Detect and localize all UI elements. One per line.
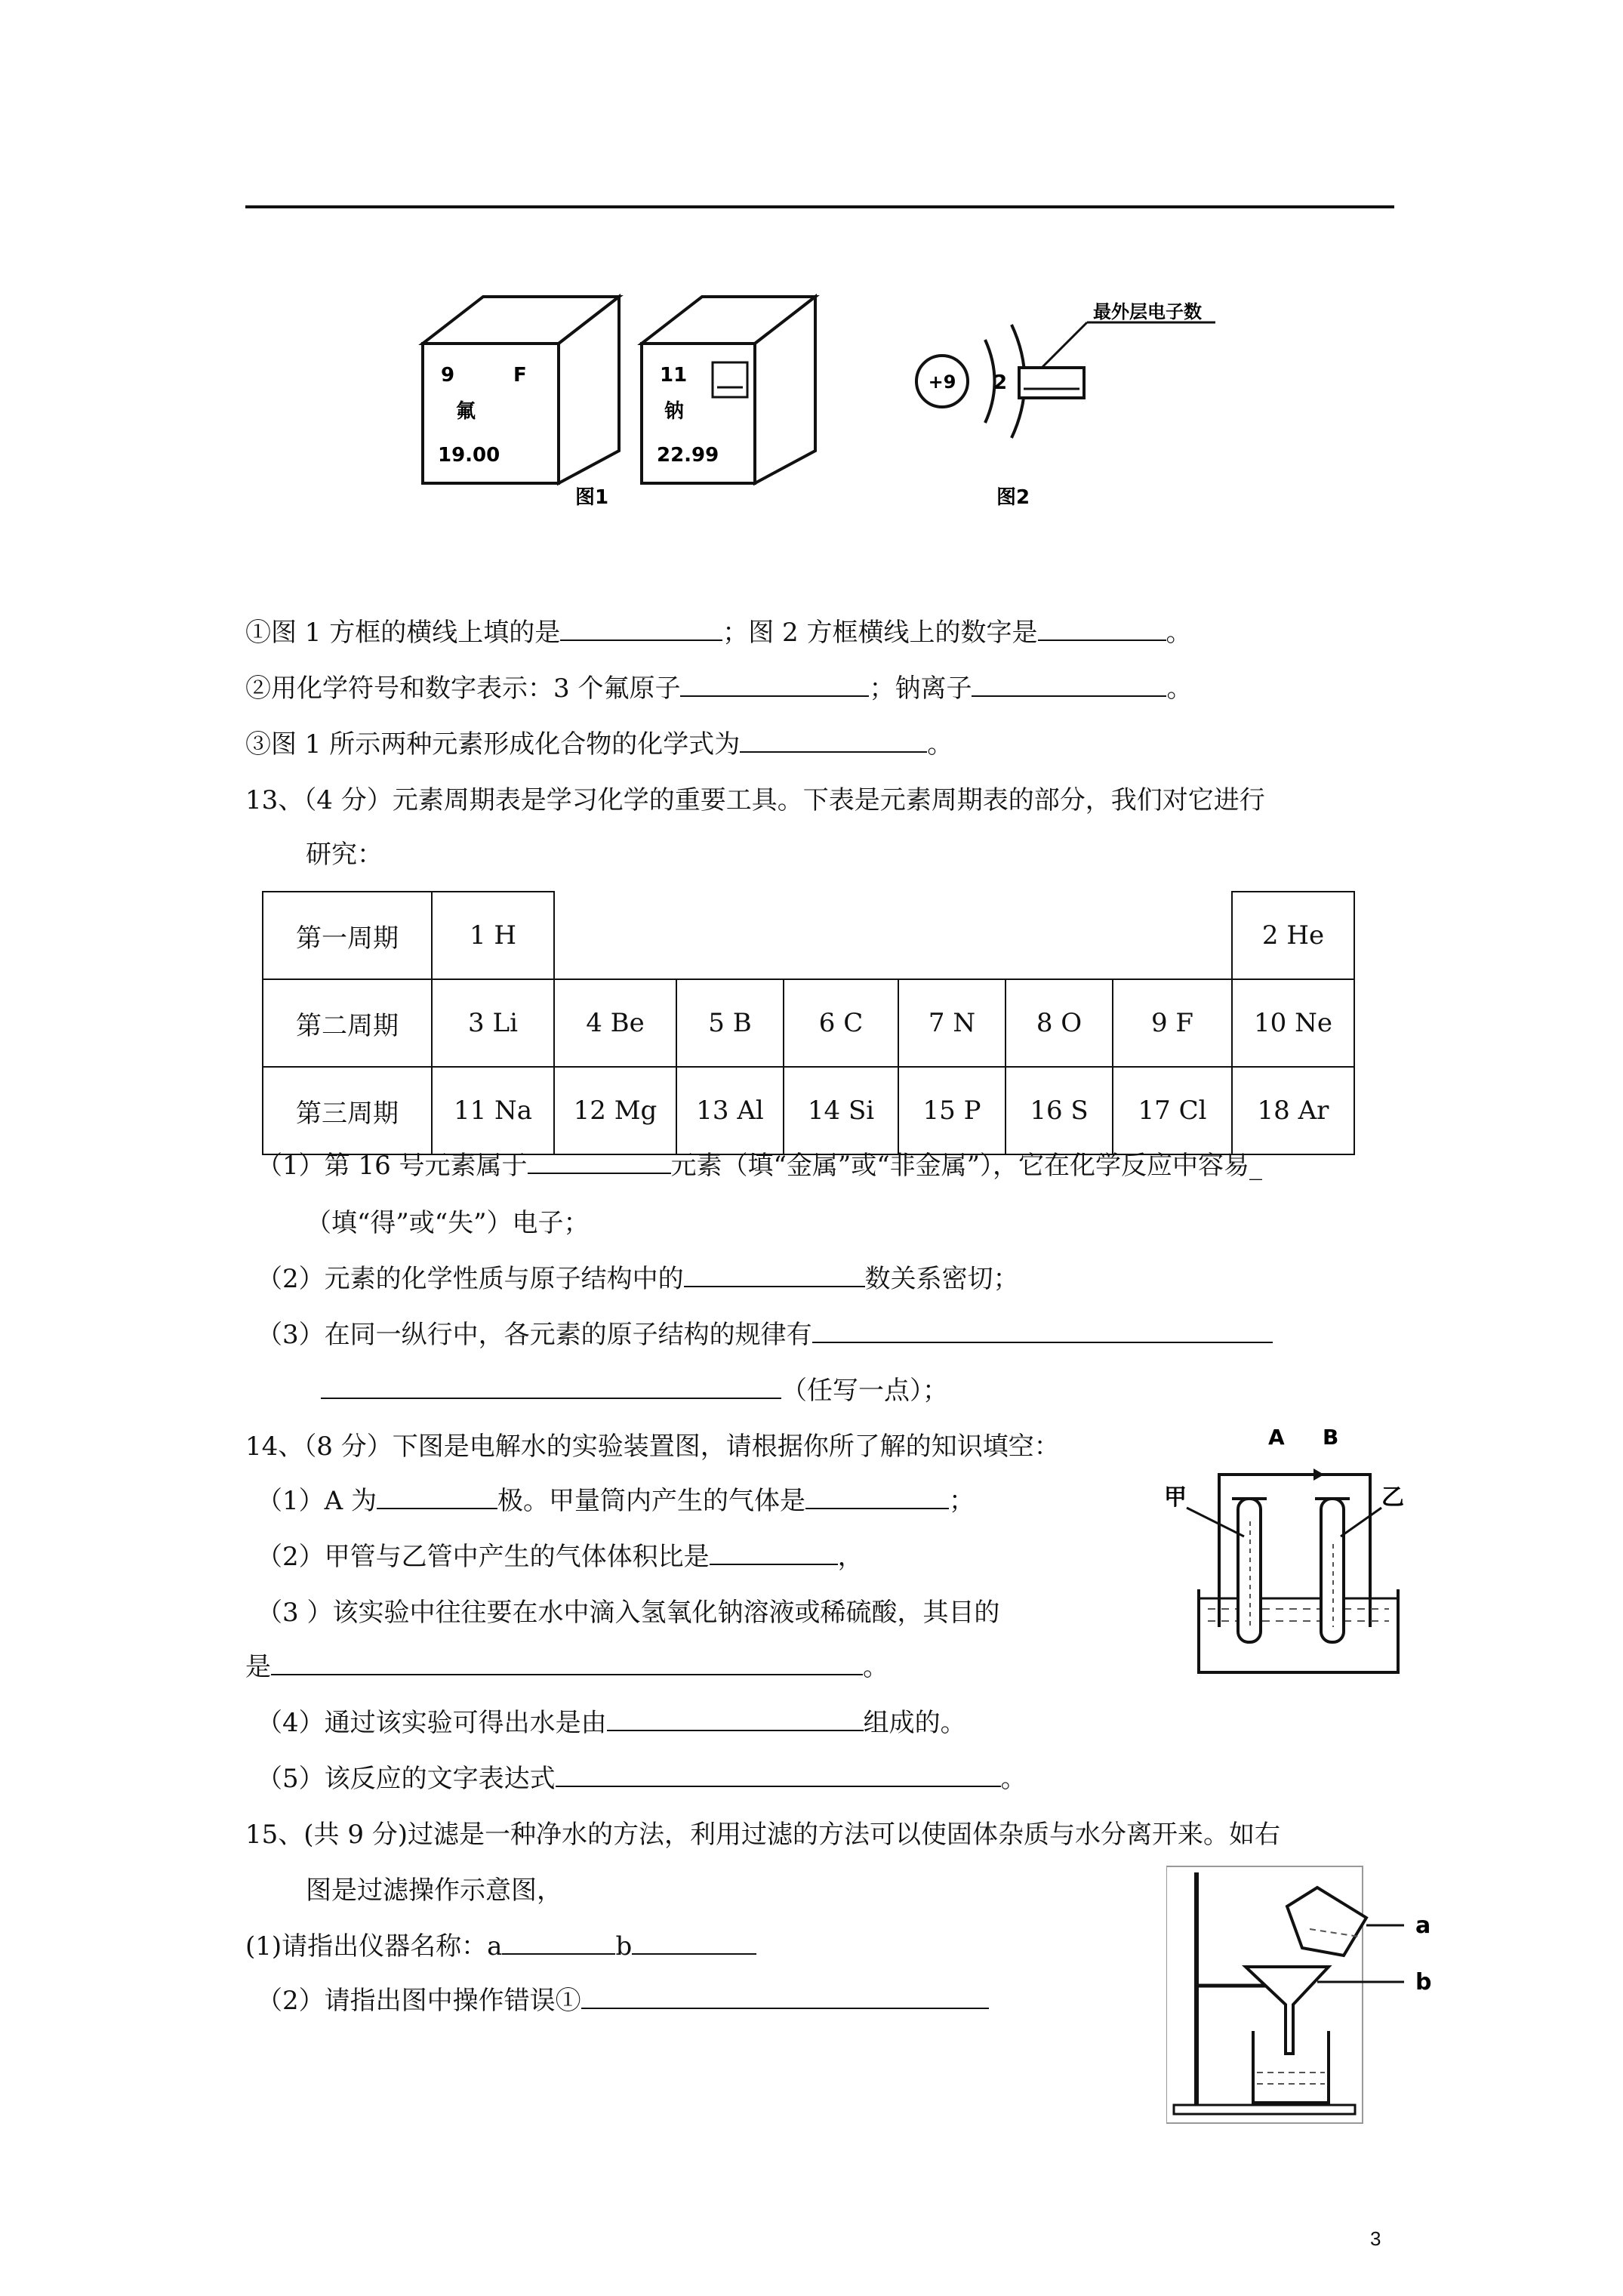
q13-stem-line-2: 研究： [306,840,383,870]
figure-2-atom-structure [898,298,1261,525]
fluorine-cube [423,297,619,483]
sodium-name: 钠 [664,400,685,423]
element-cell: 8 O [1006,979,1113,1067]
q12-item-1: ①图 1 方框的横线上填的是 ；图 2 方框横线上的数字是 。 [245,618,1192,648]
outer-shell-answer-box [1019,368,1084,398]
periodic-table [262,891,1355,1155]
fluorine-atomic-number: 9 [441,364,455,387]
q12-blank-1[interactable] [560,617,722,641]
sodium-symbol-answer-box [713,362,747,397]
period-label: 第二周期 [263,979,432,1067]
filtration-figure [1166,1865,1453,2129]
q14-stem: 14、（8 分）下图是电解水的实验装置图，请根据你所了解的知识填空： [245,1432,1060,1462]
q14-blank-4[interactable] [271,1651,863,1675]
q15-blank-a[interactable] [502,1931,615,1955]
q13-blank-1[interactable] [528,1150,671,1174]
element-cell: 13 Al [676,1067,784,1154]
element-cell: 1 H [432,892,554,979]
element-cell: 11 Na [432,1067,554,1154]
element-cell: 17 Cl [1113,1067,1232,1154]
fluorine-name: 氟 [456,400,476,423]
element-cell: 15 P [898,1067,1006,1154]
q14-blank-6[interactable] [556,1763,1001,1787]
q14-blank-5[interactable] [607,1707,864,1731]
q12-blank-3[interactable] [680,673,869,697]
q12-blank-4[interactable] [972,673,1166,697]
element-cell: 9 F [1113,979,1232,1067]
period-3-row [263,1067,1354,1154]
label-b: b [1415,1969,1432,1996]
sodium-atomic-number: 11 [660,364,688,387]
q12-blank-5[interactable] [740,729,927,753]
q13-stem-line-1: 13、（4 分）元素周期表是学习化学的重要工具。下表是元素周期表的部分，我们对它进行 [245,785,1265,815]
q15-stem-line-1: 15、(共 9 分)过滤是一种净水的方法，利用过滤的方法可以使固体杂质与水分离开来。如右 [245,1820,1281,1850]
page-number: 3 [1370,2227,1381,2250]
period-label: 第一周期 [263,892,432,979]
fluorine-mass: 19.00 [438,444,500,467]
element-cell: 7 N [898,979,1006,1067]
fluorine-symbol: F [513,364,527,387]
element-cell: 18 Ar [1232,1067,1354,1154]
nucleus-charge: +9 [928,371,956,393]
funnel [1246,1967,1329,2054]
pouring-beaker [1287,1888,1366,1955]
element-cell: 5 B [676,979,784,1067]
electrode-a-label: A [1268,1425,1285,1450]
period-1-row [263,892,1354,979]
sodium-cube [642,297,815,483]
q14-sub-2: （2）甲管与乙管中产生的气体体积比是 ， [257,1542,864,1572]
q13-blank-2[interactable] [684,1263,865,1287]
q12-item-3: ③图 1 所示两种元素形成化合物的化学式为 。 [245,729,953,760]
q15-sub-2: （2）请指出图中操作错误① [257,1984,989,2017]
q15-blank-b[interactable] [632,1931,756,1955]
sodium-mass: 22.99 [657,444,719,467]
element-cell: 4 Be [554,979,676,1067]
q15-stem-line-2: 图是过滤操作示意图， [306,1875,562,1906]
q12-blank-2[interactable] [1038,617,1166,641]
q14-sub-3-cont: 是 。 [245,1652,888,1682]
q13-sub-3: （3）在同一纵行中，各元素的原子结构的规律有 [257,1318,1273,1351]
label-a: a [1415,1912,1431,1939]
q15-blank-error-1[interactable] [581,1985,989,2009]
q13-sub-3-cont: （任写一点）； [321,1374,948,1407]
q14-sub-4: （4）通过该实验可得出水是由 组成的。 [257,1708,966,1738]
figure-1-caption: 图1 [575,486,609,509]
q13-sub-1: （1）第 16 号元素属于 元素（填“金属”或“非金属”），它在化学反应中容易_ [257,1151,1263,1181]
element-cell: 2 He [1232,892,1354,979]
element-cell: 10 Ne [1232,979,1354,1067]
stand-base [1174,2105,1355,2114]
element-cell: 3 Li [432,979,554,1067]
q15-sub-1: (1)请指出仪器名称：a b [245,1930,756,1963]
empty-gap-cell [554,892,1232,979]
q14-blank-3[interactable] [710,1541,838,1565]
q12-item-2: ②用化学符号和数字表示：3 个氟原子 ；钠离子 。 [245,673,1193,704]
q14-blank-1[interactable] [377,1485,497,1509]
q13-blank-4[interactable] [321,1375,781,1399]
electrolysis-apparatus-figure [1163,1423,1427,1687]
outer-shell-callout: 最外层电子数 [1093,301,1202,322]
q13-blank-3[interactable] [812,1319,1273,1343]
element-cell: 12 Mg [554,1067,676,1154]
figure-1-element-cubes [408,291,830,517]
figure-2-caption: 图2 [996,486,1030,509]
tube-yi-label: 乙 [1381,1484,1404,1511]
period-label: 第三周期 [263,1067,432,1154]
q14-sub-5: （5）该反应的文字表达式 。 [257,1764,1027,1794]
q14-sub-3: （3 ）该实验中往往要在水中滴入氢氧化钠溶液或稀硫酸，其目的 [257,1598,1000,1628]
electrode-b-label: B [1323,1425,1339,1450]
shell-1-electrons: 2 [993,371,1008,394]
period-2-row [263,979,1354,1067]
tube-jia-label: 甲 [1164,1484,1187,1511]
q13-sub-2: （2）元素的化学性质与原子结构中的 数关系密切； [257,1264,1019,1294]
element-cell: 14 Si [784,1067,898,1154]
element-cell: 6 C [784,979,898,1067]
q14-blank-2[interactable] [805,1485,949,1509]
q13-sub-1-cont: （填“得”或“失”）电子； [306,1208,590,1238]
element-cell: 16 S [1006,1067,1113,1154]
q14-sub-1: （1）A 为 极。甲量筒内产生的气体是 ； [257,1486,975,1516]
header-rule [245,205,1394,208]
